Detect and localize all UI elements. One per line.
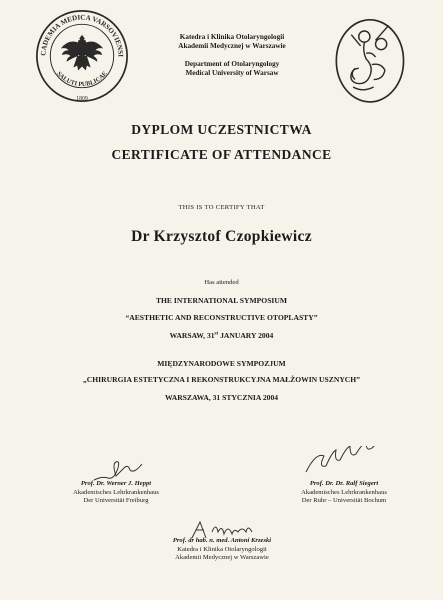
- header-dept-pl: [152, 33, 312, 51]
- mermaid-emblem: [327, 12, 411, 106]
- certify-line: THIS IS TO CERTIFY THAT: [178, 204, 265, 211]
- attended-line: Has attended: [204, 279, 239, 286]
- header-line-3: Department of Otolaryngology: [184, 60, 280, 68]
- header-line-4: Medical University of Warsaw: [185, 69, 279, 77]
- title-en: CERTIFICATE OF ATTENDANCE: [111, 147, 332, 162]
- seal-ring-text: CADEMIA MEDICA VARSOVIENSI: [39, 13, 125, 58]
- event-en-date-post: JANUARY 2004: [218, 331, 274, 340]
- signatory-3: [130, 537, 314, 563]
- event-en-date-sup: st: [214, 331, 219, 337]
- recipient-name: Dr Krzysztof Czopkiewicz: [131, 228, 312, 245]
- signatory-2: [264, 480, 424, 506]
- event-en-line2: “AESTHETIC AND RECONSTRUCTIVE OTOPLASTY”: [125, 313, 318, 322]
- event-en-line1: THE INTERNATIONAL SYMPOSIUM: [155, 296, 288, 305]
- header-dept-en: [152, 60, 312, 78]
- event-pl-line1: MIĘDZYNARODOWE SYMPOZJUM: [157, 359, 286, 368]
- signatory-1-line1: Akademisches Lehrkrankenhaus: [73, 488, 159, 496]
- event-en-date: [0, 331, 443, 340]
- signatory-3-line2: Akademii Medycznej w Warszawie: [175, 554, 269, 562]
- seal-bottom-text: SALUTI PUBLICAE: [55, 70, 109, 89]
- title-pl: DYPLOM UCZESTNICTWA: [131, 122, 312, 137]
- signatory-3-line1: Katedra i Klinika Otolaryngologii: [177, 545, 267, 553]
- signatory-3-name: Prof. dr hab. n. med. Antoni Krzeski: [172, 537, 272, 544]
- signature-siegert: [302, 446, 406, 478]
- signatory-1-line2: Der Universität Freiburg: [83, 497, 149, 505]
- header-line-1: Katedra i Klinika Otolaryngologii: [179, 33, 285, 41]
- signatory-2-name: Prof. Dr. Dr. Ralf Siegert: [309, 480, 379, 487]
- header-line-2: Akademii Medycznej w Warszawie: [178, 42, 286, 50]
- event-pl-date: WARSZAWA, 31 STYCZNIA 2004: [164, 393, 279, 402]
- eagle-icon: [61, 35, 103, 71]
- svg-text:SALUTI PUBLICAE: [55, 70, 108, 88]
- seal-year: 1809: [76, 96, 88, 103]
- mermaid-icon: [351, 25, 389, 89]
- signatory-2-line1: Akademisches Lehrkrankenhaus: [301, 488, 387, 496]
- signatory-1-name: Prof. Dr. Werner J. Heppt: [80, 480, 152, 487]
- signatory-2-line2: Der Ruhr – Universität Bochum: [301, 497, 387, 505]
- signatory-1: [38, 480, 194, 506]
- academia-medica-seal: [34, 8, 130, 104]
- event-pl-line2: „CHIRURGIA ESTETYCZNA I REKONSTRUKCYJNA MAŁŻOWIN USZNYCH”: [82, 375, 360, 384]
- event-en-date-pre: WARSAW, 31: [169, 331, 215, 340]
